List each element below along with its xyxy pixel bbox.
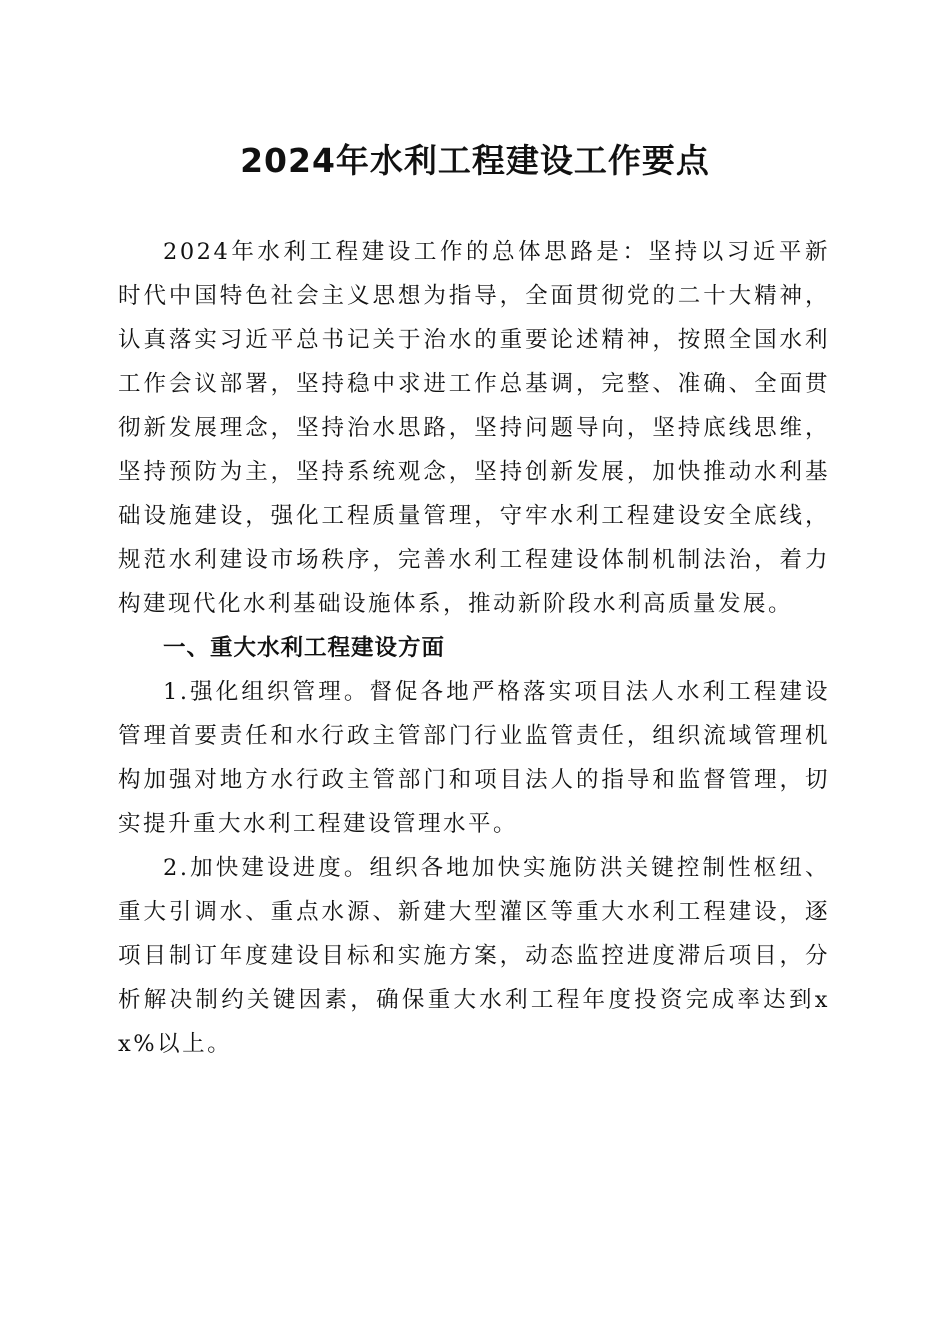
document-body (118, 230, 830, 1066)
intro-paragraph: 2024年水利工程建设工作的总体思路是：坚持以习近平新时代中国特色社会主义思想为指导，全面贯彻党的二十大精神，认真落实习近平总书记关于治水的重要论述精神，按照全国水利工作会议部署，坚持稳中求进工作总基调，完整、准确、全面贯彻新发展理念，坚持治水思路，坚持问题导向，坚持底线思维，坚持预防为主，坚持系统观念，坚持创新发展，加快推动水利基础设施建设，强化工程质量管理，守牢水利工程建设安全底线，规范水利建设市场秩序，完善水利工程建设体制机制法治，着力构建现代化水利基础设施体系，推动新阶段水利高质量发展。 (118, 239, 830, 617)
item-paragraph-1: 1.强化组织管理。督促各地严格落实项目法人水利工程建设管理首要责任和水行政主管部门行业监管责任，组织流域管理机构加强对地方水行政主管部门和项目法人的指导和监督管理，切实提升重大水利工程建设管理水平。 (118, 679, 830, 837)
item-paragraph-2: 2.加快建设进度。组织各地加快实施防洪关键控制性枢纽、重大引调水、重点水源、新建大型灌区等重大水利工程建设，逐项目制订年度建设目标和实施方案，动态监控进度滞后项目，分析解决制约关键因素，确保重大水利工程年度投资完成率达到xx%以上。 (118, 855, 830, 1057)
section-heading: 一、重大水利工程建设方面 (163, 635, 446, 661)
document-title: 2024年水利工程建设工作要点 (240, 141, 710, 180)
